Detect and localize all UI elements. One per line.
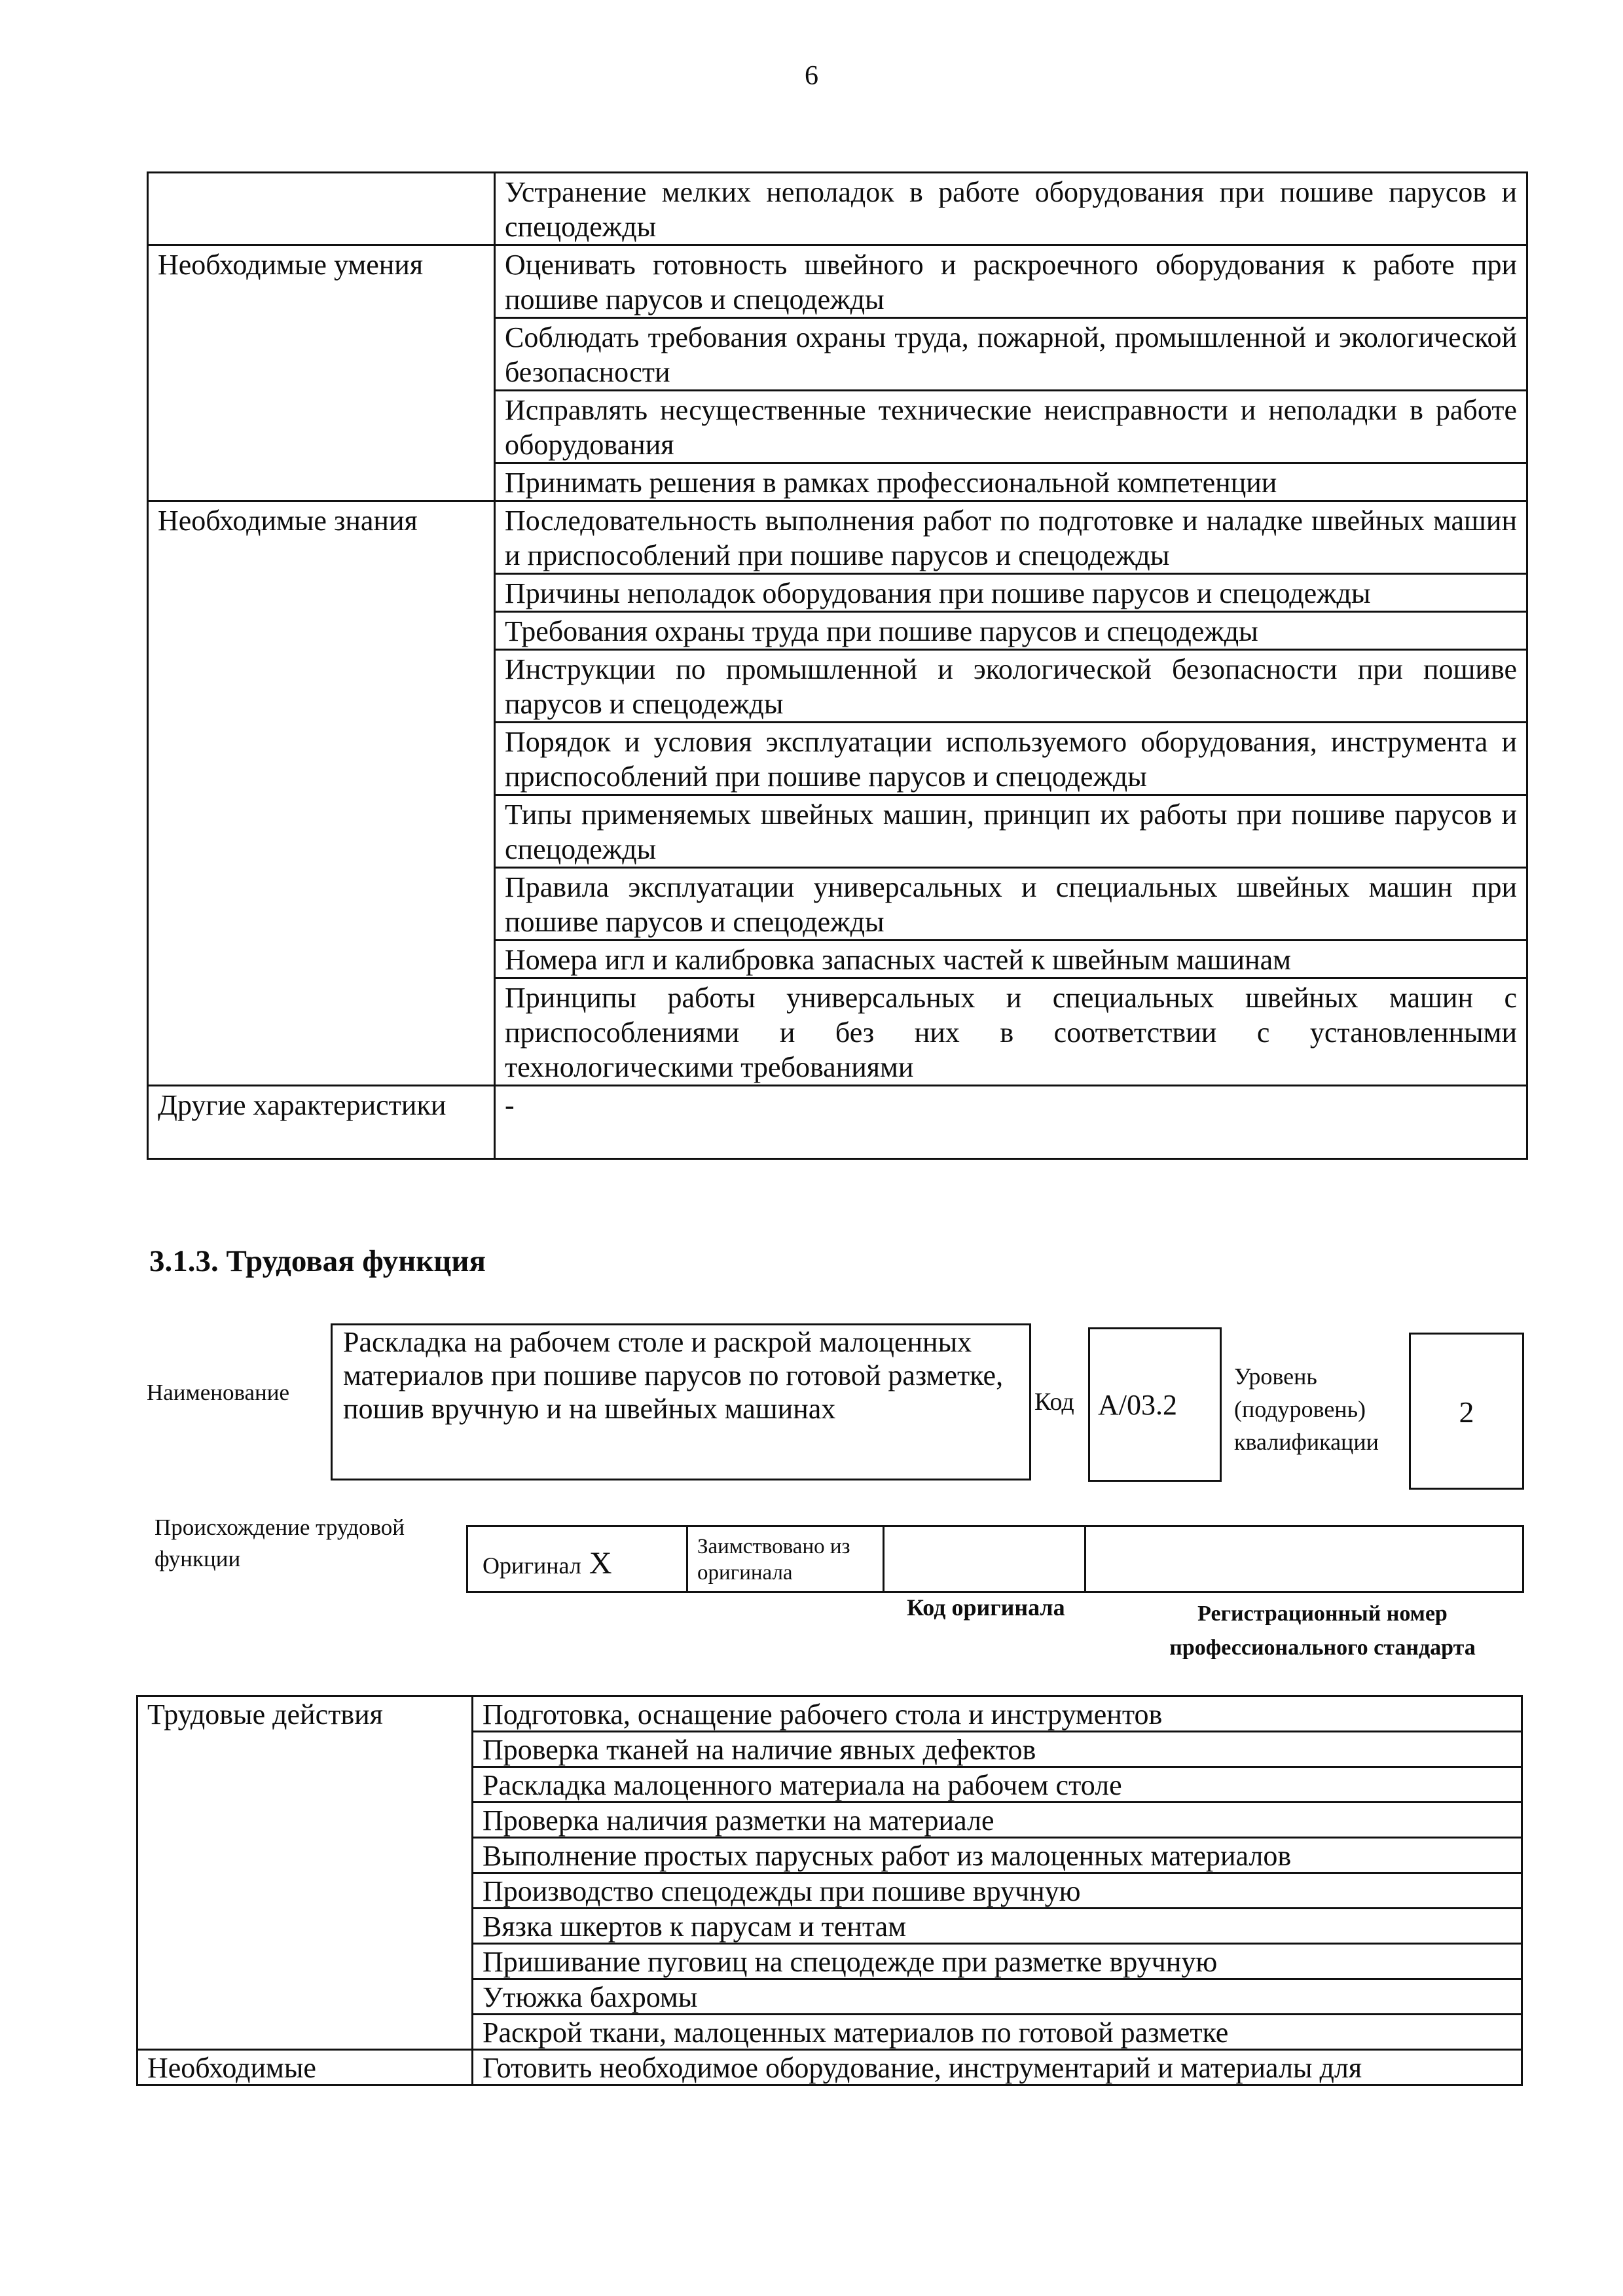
caption-reg-line: профессионального стандарта (1169, 1636, 1476, 1660)
code-box: A/03.2 (1088, 1327, 1222, 1482)
borrowed-line: оригинала (697, 1561, 793, 1585)
row-text: Вязка шкертов к парусам и тентам (473, 1909, 1522, 1944)
borrowed-line: Заимствовано из (697, 1535, 850, 1558)
original-label: Оригинал (483, 1552, 581, 1579)
origin-label-line: Происхождение трудовой (155, 1515, 405, 1540)
row-text: Проверка тканей на наличие явных дефектов (473, 1732, 1522, 1767)
row-text: Проверка наличия разметки на материале (473, 1803, 1522, 1838)
row-text: Утюжка бахромы (473, 1979, 1522, 2015)
row-text: Оценивать готовность швейного и раскроечного оборудования к работе при пошиве парусов и спецодежды (495, 245, 1527, 318)
origin-row (466, 1525, 1524, 1593)
row-text: Типы применяемых швейных машин, принцип их работы при пошиве парусов и спецодежды (495, 795, 1527, 868)
level-box: 2 (1409, 1333, 1524, 1490)
row-text: Порядок и условия эксплуатации используемого оборудования, инструмента и приспособлений при пошиве парусов и спецодежды (495, 723, 1527, 795)
page-number: 6 (805, 61, 818, 91)
level-label-line: квалификации (1234, 1429, 1379, 1455)
table-row (148, 1086, 1527, 1159)
caption-reg-line: Регистрационный номер (1197, 1602, 1448, 1626)
label-required: Необходимые (137, 2050, 473, 2085)
row-text: Номера игл и калибровка запасных частей к швейным машинам (495, 941, 1527, 978)
origin-borrowed-cell (688, 1527, 884, 1591)
row-text: Выполнение простых парусных работ из малоценных материалов (473, 1838, 1522, 1873)
label-actions: Трудовые действия (137, 1696, 473, 2050)
level-label (1234, 1360, 1379, 1458)
table-row (148, 245, 1527, 318)
row-text: Последовательность выполнения работ по подготовке и наладке швейных машин и приспособлений при пошиве парусов и спецодежды (495, 501, 1527, 574)
row-text: Причины неполадок оборудования при пошиве парусов и спецодежды (495, 574, 1527, 612)
actions-table (136, 1695, 1523, 2086)
code-label: Код (1034, 1388, 1074, 1416)
origin-code-cell (884, 1527, 1086, 1591)
origin-reg-cell (1086, 1527, 1522, 1591)
row-text: Исправлять несущественные технические неисправности и неполадки в работе оборудования (495, 391, 1527, 463)
row-text: Принципы работы универсальных и специальных швейных машин с приспособлениями и без них в соответствии с установленными технологическими требованиями (495, 978, 1527, 1086)
section-heading: 3.1.3. Трудовая функция (149, 1244, 486, 1278)
row-text: Раскладка малоценного материала на рабочем столе (473, 1767, 1522, 1803)
row-text: Раскрой ткани, малоценных материалов по готовой разметке (473, 2015, 1522, 2050)
row-text: Инструкции по промышленной и экологической безопасности при пошиве парусов и спецодежды (495, 650, 1527, 723)
row-text: - (495, 1086, 1527, 1159)
row-label (148, 173, 495, 245)
skills-knowledge-table (147, 171, 1528, 1160)
table-row (148, 173, 1527, 245)
caption-reg (1126, 1597, 1519, 1665)
level-label-line: Уровень (1234, 1363, 1317, 1390)
row-text: Соблюдать требования охраны труда, пожарной, промышленной и экологической безопасности (495, 318, 1527, 391)
row-text: Подготовка, оснащение рабочего стола и инструментов (473, 1696, 1522, 1732)
row-text: Готовить необходимое оборудование, инструментарий и материалы для (473, 2050, 1522, 2085)
name-box: Раскладка на рабочем столе и раскрой малоценных материалов при пошиве парусов по готовой разметке, пошив вручную и на швейных машинах (331, 1323, 1031, 1480)
row-text: Производство спецодежды при пошиве вручную (473, 1873, 1522, 1909)
original-mark: X (589, 1546, 612, 1581)
caption-code: Код оригинала (907, 1594, 1065, 1621)
row-text: Принимать решения в рамках профессиональной компетенции (495, 463, 1527, 501)
row-text: Пришивание пуговиц на спецодежде при разметке вручную (473, 1944, 1522, 1979)
label-other: Другие характеристики (148, 1086, 495, 1159)
row-text: Устранение мелких неполадок в работе оборудования при пошиве парусов и спецодежды (495, 173, 1527, 245)
row-text: Требования охраны труда при пошиве парусов и спецодежды (495, 612, 1527, 650)
level-label-line: (подуровень) (1234, 1396, 1366, 1422)
table-row (137, 1696, 1522, 1732)
label-knowledge: Необходимые знания (148, 501, 495, 1086)
origin-label (155, 1512, 405, 1575)
origin-label-line: функции (155, 1546, 241, 1571)
table-row (148, 501, 1527, 574)
label-skills: Необходимые умения (148, 245, 495, 501)
origin-original-cell (468, 1527, 688, 1591)
name-label: Наименование (147, 1380, 290, 1405)
row-text: Правила эксплуатации универсальных и специальных швейных машин при пошиве парусов и спецодежды (495, 868, 1527, 941)
table-row (137, 2050, 1522, 2085)
